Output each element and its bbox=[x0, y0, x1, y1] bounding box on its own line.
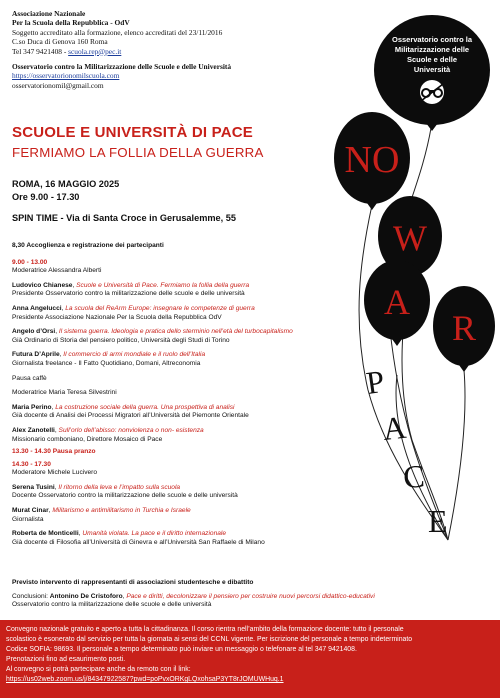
badge-balloon bbox=[374, 15, 490, 131]
speaker-role: Presidente Osservatorio contro la militarizzazione delle scuole e delle università bbox=[12, 290, 245, 298]
pace-letter-p: P bbox=[363, 362, 387, 401]
pace-letter-c: C bbox=[401, 457, 426, 495]
pace-letter-a: A bbox=[380, 408, 408, 447]
program-schedule bbox=[12, 242, 342, 547]
moderator-second: Moderatrice Maria Teresa Silvestrini bbox=[12, 389, 117, 397]
observatory-name: Osservatorio contro la Militarizzazione delle Scuole e delle Università bbox=[12, 62, 232, 72]
badge-line-3: Scuole e delle bbox=[406, 55, 458, 64]
balloon-letter-no: NO bbox=[344, 139, 400, 181]
speaker-entry: Murat Cinar, Militarismo e antimilitarismo in Turchia e Israele bbox=[12, 507, 191, 515]
balloon-r bbox=[433, 286, 495, 372]
binoculars-logo-icon bbox=[420, 80, 444, 104]
speaker-entry: Anna Angelucci, La scuola del ReArm Europe: insegnare le competenze di guerra bbox=[12, 304, 255, 312]
org-pec-link[interactable]: scuola.rep@pec.it bbox=[68, 46, 122, 56]
speaker-entry: Ludovico Chianese, Scuole e Università di Pace. Fermiamo la follia della guerra bbox=[12, 281, 250, 289]
footer-line-1: Convegno nazionale gratuito e aperto a tutta la cittadinanza. Il corso rientra nell’ambito della formazione docente: tutto il personale bbox=[6, 626, 404, 633]
zoom-link[interactable]: https://us02web.zoom.us/j/84347922587?pwd=poPvxORKgLQxohsaP3YT8rJOMUWHuq.1 bbox=[6, 676, 284, 683]
moderator-afternoon: Moderatore Michele Lucivero bbox=[12, 469, 98, 477]
speaker-role: Docente Osservatorio contro la militarizzazione delle scuole e delle università bbox=[12, 492, 238, 500]
debate-note: Previsto intervento di rappresentanti di associazioni studentesche e dibattito bbox=[12, 579, 254, 586]
footer-info bbox=[0, 620, 500, 698]
observatory-website-link[interactable]: https://osservatorionomilscuola.com bbox=[12, 71, 120, 81]
pace-letter-e: E bbox=[428, 503, 448, 539]
page-title: SCUOLE E UNIVERSITÀ DI PACE bbox=[12, 124, 253, 141]
footer-line-5: Al convegno si potrà partecipare anche da remoto con il link: bbox=[6, 666, 191, 673]
footer-line-3: Codice SOFIA: 98693. Il personale a tempo determinato può inviare un messaggio o telefonare al tel 347 9421408. bbox=[6, 646, 357, 653]
observatory-email: osservatorionomil@gmail.com bbox=[12, 80, 104, 90]
badge-line-4: Università bbox=[413, 65, 451, 74]
footer-line-2: scolastico è esonerato dal servizio per tutta la giornata ai sensi del CCNL vigente. Per iscrizione del personale a tempo indeterminato bbox=[6, 636, 413, 643]
registration-line: 8,30 Accoglienza e registrazione dei partecipanti bbox=[12, 242, 164, 249]
speaker-entry: Alex Zanotelli, Sull’orlo dell’abisso: nonviolenza o non- esistenza bbox=[12, 426, 204, 434]
speaker-role: Già docente di Filosofia all’Università di Ginevra e all’Università San Raffaele di Milano bbox=[12, 538, 265, 546]
balloon-letter-r: R bbox=[451, 308, 477, 348]
badge-line-2: Militarizzazione delle bbox=[394, 45, 470, 54]
speaker-entry: Angelo d’Orsi, Il sistema guerra. Ideologia e pratica dello sterminio nell’età del turbocapitalismo bbox=[12, 328, 293, 336]
event-venue: SPIN TIME - Via di Santa Croce in Gerusalemme, 55 bbox=[12, 213, 236, 223]
badge-line-1: Osservatorio contro la bbox=[391, 35, 473, 44]
speaker-entry: Roberta de Monticelli, Umanità violata. La pace e il diritto internazionale bbox=[12, 530, 227, 538]
balloon-no bbox=[334, 112, 410, 210]
conclusions-role: Osservatorio contro la militarizzazione delle scuole e delle università bbox=[12, 601, 212, 609]
event-time: Ore 9.00 - 17.30 bbox=[12, 191, 80, 202]
org-address: C.so Duca di Genova 160 Roma bbox=[12, 37, 108, 47]
speaker-role: Già docente di Analisi dei Processi Migratori all’Università del Piemonte Orientale bbox=[12, 412, 249, 420]
speaker-role: Missionario comboniano, Direttore Mosaico di Pace bbox=[12, 435, 163, 443]
moderator-morning: Moderatrice Alessandra Alberti bbox=[12, 267, 102, 275]
page-subtitle: FERMIAMO LA FOLLIA DELLA GUERRA bbox=[12, 145, 264, 160]
conclusions-line: Conclusioni: Antonino De Cristoforo, Pace e diritti, decolonizzare il pensiero per costruire nuovi percorsi didattico-educativi bbox=[12, 592, 375, 600]
org-accreditation: Soggetto accreditato alla formazione, elenco accreditati del 23/11/2016 bbox=[12, 27, 223, 37]
speaker-entry: Maria Perino, La costruzione sociale della guerra. Una prospettiva di analisi bbox=[12, 403, 235, 411]
coffee-break: Pausa caffè bbox=[12, 374, 47, 382]
afternoon-session-time: 14.30 - 17.30 bbox=[12, 460, 51, 468]
event-date: ROMA, 16 MAGGIO 2025 bbox=[12, 179, 120, 189]
speaker-role: Presidente Associazione Nazionale Per la Scuola della Repubblica OdV bbox=[12, 313, 222, 321]
org-subname: Per la Scuola della Repubblica - OdV bbox=[12, 18, 130, 28]
morning-session-time: 9.00 - 13.00 bbox=[12, 258, 48, 266]
speaker-role: Già Ordinario di Storia del pensiero politico, Università degli Studi di Torino bbox=[12, 336, 230, 344]
closing-section bbox=[12, 579, 492, 610]
balloon-letter-a: A bbox=[384, 282, 410, 322]
lunch-break: 13.30 - 14.30 Pausa pranzo bbox=[12, 448, 96, 456]
balloon-a bbox=[364, 260, 430, 346]
org-name: Associazione Nazionale bbox=[12, 9, 86, 18]
speaker-entry: Serena Tusini, Il ritorno della leva e l’impatto sulla scuola bbox=[12, 483, 181, 491]
speaker-role: Giornalista freelance - Il Fatto Quotidiano, Domani, Altreconomia bbox=[12, 359, 201, 367]
footer-line-4: Prenotazioni fino ad esaurimento posti. bbox=[6, 656, 126, 663]
speaker-role: Giornalista bbox=[12, 515, 44, 523]
balloon-letter-w: W bbox=[393, 218, 427, 258]
org-phone: Tel 347 9421408 - bbox=[12, 46, 69, 56]
speaker-entry: Futura D’Aprile, Il commercio di armi mondiale e il ruolo dell’Italia bbox=[12, 351, 206, 359]
